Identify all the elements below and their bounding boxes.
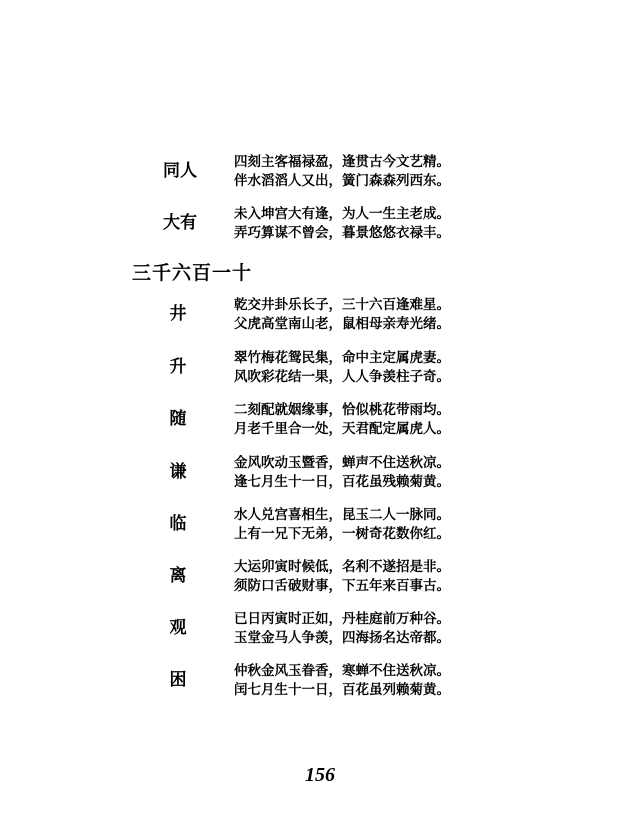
entry-verse [234,205,450,243]
entry-sui [0,401,640,441]
entry-dayou [0,205,640,245]
verse-line: 水人兑宫喜相生，昆玉二人一脉同。 [234,507,450,523]
verse-line: 二刻配就姻缘事，恰似桃花带雨均。 [234,402,450,418]
verse-line: 四刻主客福禄盈，逢贯古今文艺精。 [234,154,450,170]
entry-verse [234,662,450,700]
entry-verse [234,506,450,544]
entry-label: 临 [169,514,187,534]
entry-label: 观 [169,618,187,638]
verse-line: 弄巧算谋不曾会，暮景悠悠衣禄丰。 [234,225,450,241]
page-number: 156 [305,764,335,786]
entry-verse [234,349,450,387]
verse-line: 翠竹梅花鸳民集，命中主定属虎妻。 [234,350,450,366]
verse-line: 父虎高堂南山老，鼠相母亲寿光绪。 [234,316,450,332]
verse-line: 已日丙寅时正如，丹桂庭前万种谷。 [234,611,450,627]
verse-line: 须防口舌破财事，下五年来百事古。 [234,578,450,594]
entry-verse [234,296,450,334]
entry-verse [234,153,450,191]
entry-verse [234,401,450,439]
entry-label: 升 [169,357,187,377]
entry-lin [0,506,640,546]
verse-line: 大运卯寅时候低，名利不遂招是非。 [234,559,450,575]
entry-verse [234,610,450,648]
entry-label: 同人 [163,161,197,181]
verse-line: 闰七月生十一日，百花虽列赖菊黄。 [234,682,450,698]
verse-line: 仲秋金风玉眷香，寒蝉不住送秋凉。 [234,663,450,679]
entry-label: 大有 [163,213,197,233]
verse-line: 未入坤宫大有逢，为人一生主老成。 [234,206,450,222]
entry-guan [0,610,640,650]
verse-line: 伴水滔滔人又出，簧门森森列西东。 [234,173,450,189]
entry-label: 谦 [169,462,187,482]
verse-line: 金风吹动玉暨香，蝉声不住送秋凉。 [234,455,450,471]
verse-line: 月老千里合一处，天君配定属虎人。 [234,421,450,437]
verse-line: 风吹彩花结一果，人人争羡柱子奇。 [234,369,450,385]
entry-verse [234,558,450,596]
entry-label: 困 [169,670,187,690]
entry-jing [0,296,640,336]
section-title: 三千六百一十 [132,262,253,284]
entry-sheng [0,349,640,389]
entry-verse [234,454,450,492]
entry-qian [0,454,640,494]
entry-label: 井 [169,304,187,324]
entry-kun [0,662,640,702]
entry-label: 离 [169,566,187,586]
verse-line: 上有一兄下无弟，一树奇花数你红。 [234,526,450,542]
entry-li [0,558,640,598]
verse-line: 逢七月生十一日，百花虽残赖菊黄。 [234,474,450,490]
verse-line: 玉堂金马人争羡，四海扬名达帝都。 [234,630,450,646]
verse-line: 乾交井卦乐长子，三十六百逢难星。 [234,297,450,313]
entry-label: 随 [169,409,187,429]
entry-tongren [0,153,640,193]
